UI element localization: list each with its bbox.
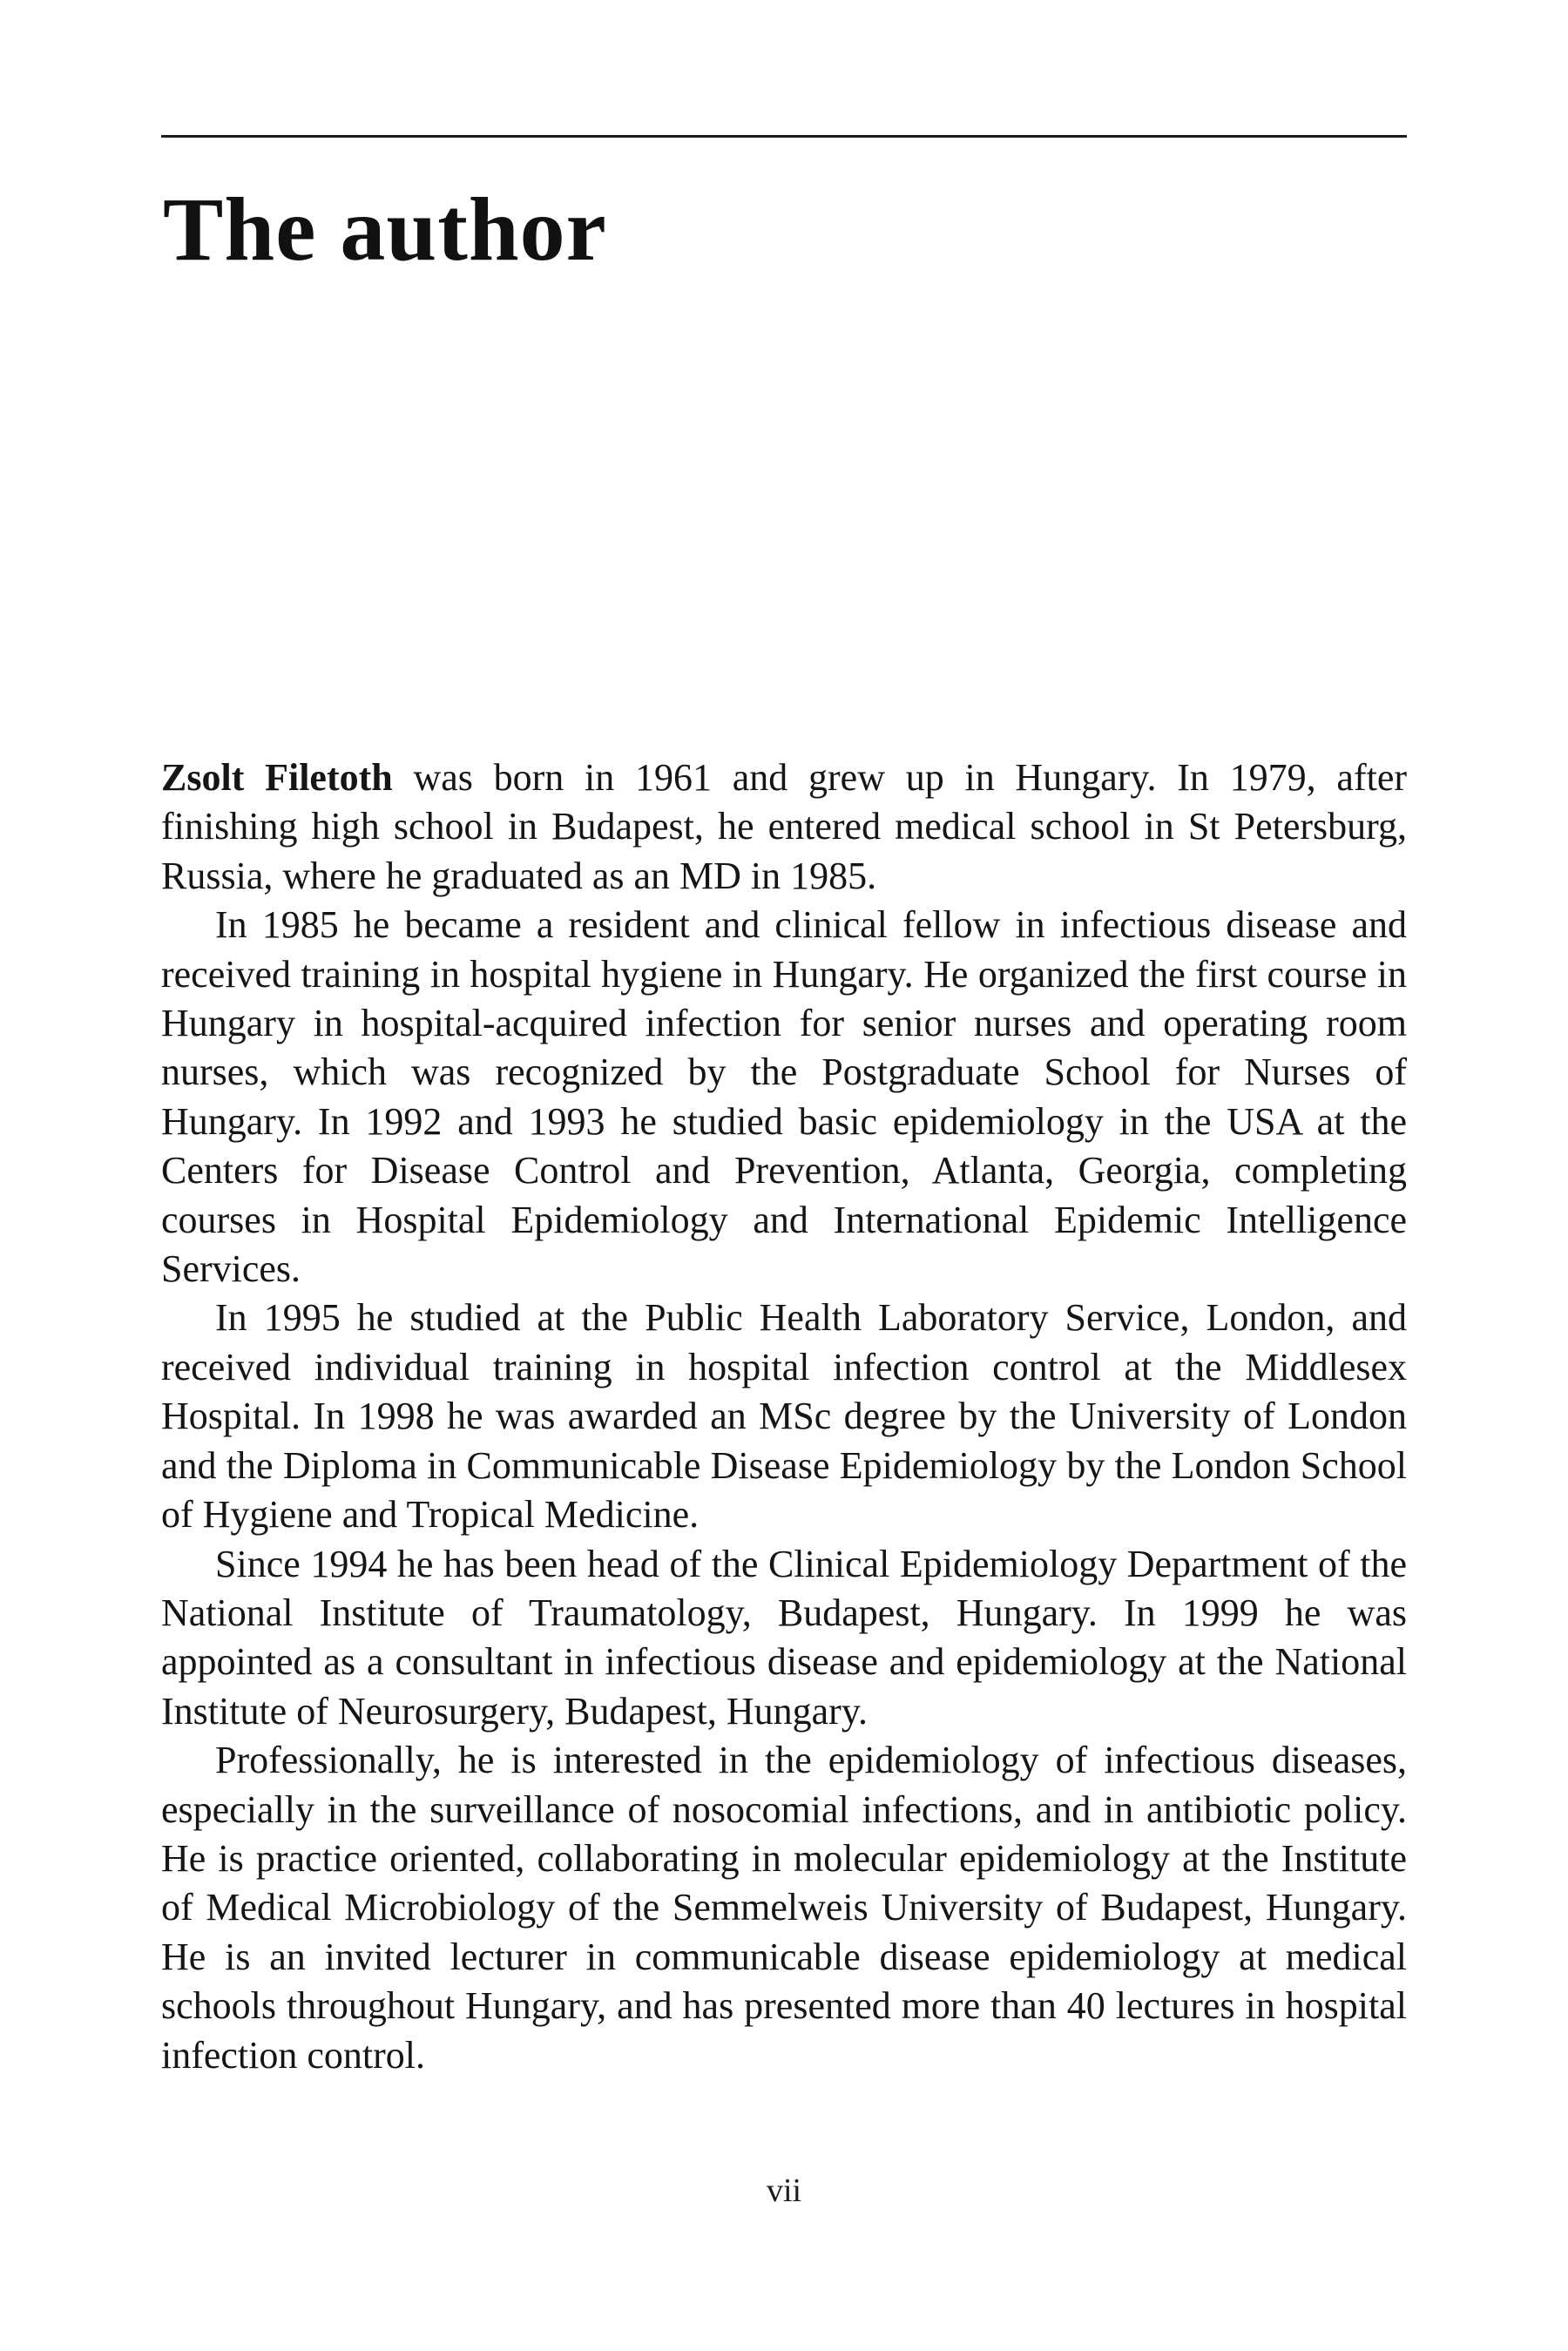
bio-paragraph-london: In 1995 he studied at the Public Health Laboratory Service, London, and received individual training in hospital infection control at the Middlesex Hospital. In 1998 he was awarded an MSc degree by the University of London and the Diploma in Communicable Disease Epidemiology by the London School of Hygiene and Tropical Medicine.	[161, 1296, 1407, 1537]
bio-paragraph-training: In 1985 he became a resident and clinical fellow in infectious disease and received training in hospital hygiene in Hungary. He organized the first course in Hungary in hospital-acquired infection for senior nurses and operating room nurses, which was recognized by the Postgraduate School for Nurses of Hungary. In 1992 and 1993 he studied basic epidemiology in the USA at the Centers for Disease Control and Prevention, Atlanta, Georgia, completing courses in Hospital Epidemiology and International Epidemic Intelligence Services.	[161, 903, 1407, 1291]
bio-paragraph-intro	[161, 753, 1407, 901]
bio-paragraph-interests: Professionally, he is interested in the epidemiology of infectious diseases, especially in the surveillance of nosocomial infections, and in antibiotic policy. He is practice oriented, collaborating in molecular epidemiology at the Institute of Medical Microbiology of the Semmelweis University of Budapest, Hungary. He is an invited lecturer in communicable disease epidemiology at medical schools throughout Hungary, and has presented more than 40 lectures in hospital infection control.	[161, 1739, 1407, 2077]
author-bio	[161, 753, 1407, 2080]
page-number: vii	[766, 2172, 802, 2209]
author-name: Zsolt Filetoth	[161, 756, 393, 799]
page-title: The author	[163, 179, 607, 280]
top-rule	[161, 135, 1407, 138]
bio-paragraph-positions: Since 1994 he has been head of the Clinical Epidemiology Department of the National Institute of Traumatology, Budapest, Hungary. In 1999 he was appointed as a consultant in infectious disease and epidemiology at the National Institute of Neurosurgery, Budapest, Hungary.	[161, 1542, 1407, 1733]
intro-text: was born in 1961 and grew up in Hungary. In 1979, after finishing high school in Budapest, he entered medical school in St Petersburg, Russia, where he graduated as an MD in 1985.	[161, 756, 1408, 897]
